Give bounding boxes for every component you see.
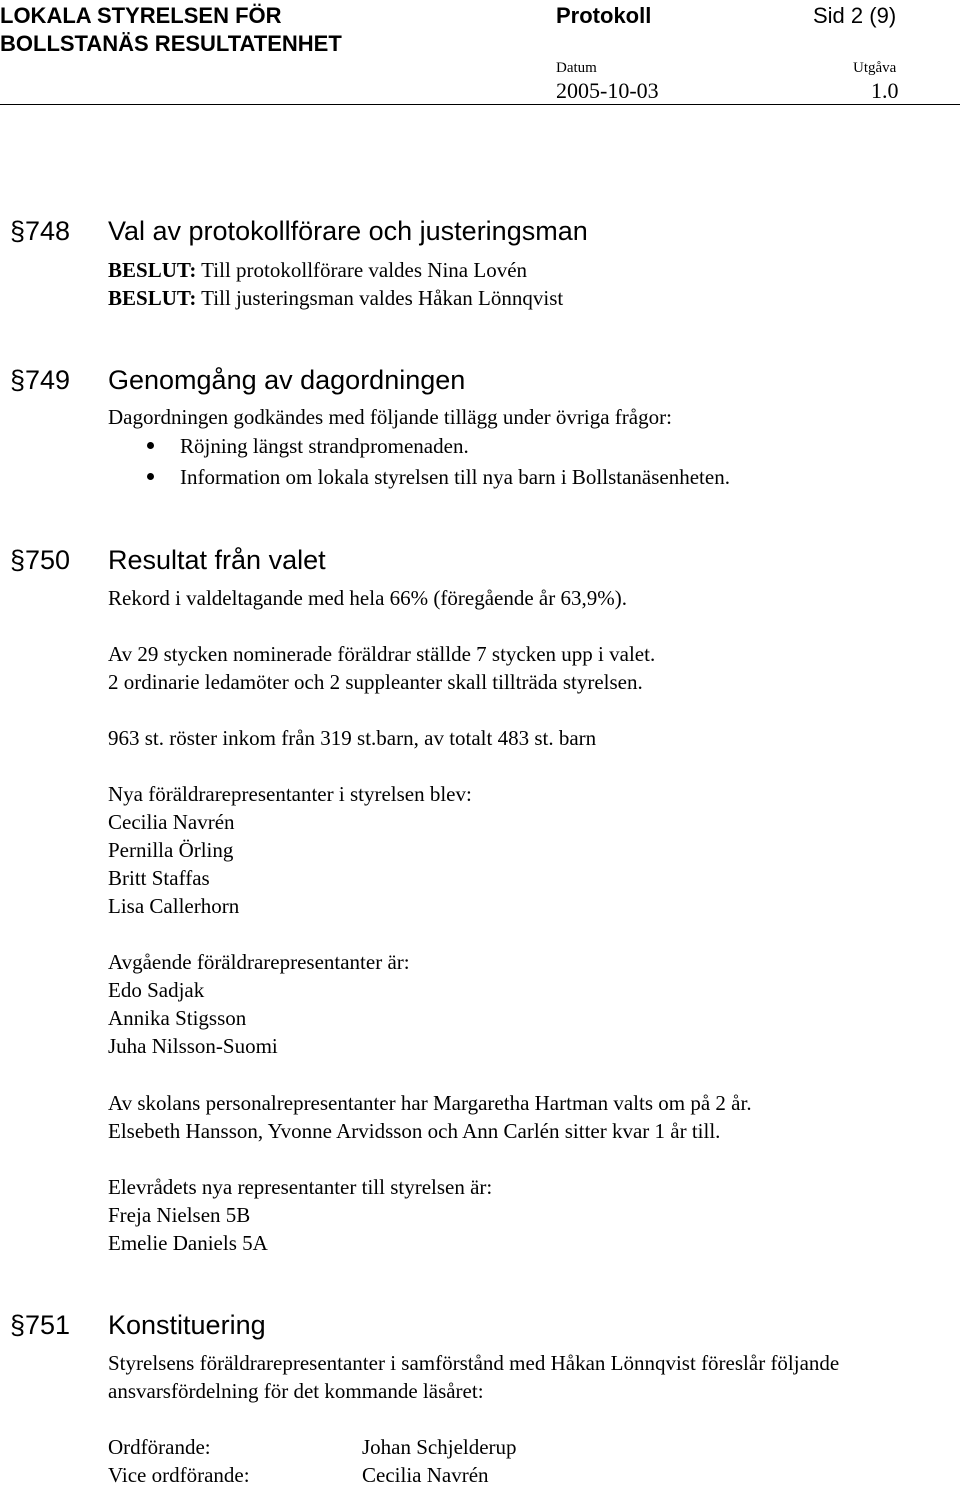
staff-representatives-text: Av skolans personalrepresentanter har Margaretha Hartman valts om på 2 år. [108,1091,752,1115]
version-value: 1.0 [871,78,899,103]
section-751-title: Konstituering [108,1310,266,1340]
version-label: Utgåva [853,60,897,76]
decision-text: Till protokollförare valdes Nina Lovén [196,258,528,282]
decision-label: BESLUT: [108,286,197,310]
member-name: Edo Sadjak [108,978,205,1002]
leaving-members-heading: Avgående föräldrarepresentanter är: [108,950,410,974]
org-name-line2: BOLLSTANÄS RESULTATENHET [0,31,342,56]
decision-line [108,284,563,312]
member-name: Pernilla Örling [108,838,234,862]
decision-line [108,256,527,284]
decision-label: BESLUT: [108,258,197,282]
member-name: Britt Staffas [108,866,210,890]
doc-type: Protokoll [556,3,652,28]
member-name: Lisa Callerhorn [108,894,240,918]
org-name-line1: LOKALA STYRELSEN FÖR [0,3,282,28]
bullet-icon [147,473,154,480]
date-value: 2005-10-03 [556,78,659,103]
role-holder-name: Cecilia Navrén [362,1463,489,1487]
role-label: Ordförande: [108,1435,211,1459]
member-name: Emelie Daniels 5A [108,1231,268,1255]
section-748-number: §748 [10,216,71,246]
seats-text: 2 ordinarie ledamöter och 2 suppleanter skall tillträda styrelsen. [108,670,643,694]
section-751-number: §751 [10,1310,71,1340]
role-label: Vice ordförande: [108,1463,250,1487]
section-750-title: Resultat från valet [108,545,326,575]
member-name: Annika Stigsson [108,1006,247,1030]
date-label: Datum [556,60,597,76]
constitution-intro-cont: ansvarsfördelning för det kommande läsåret: [108,1379,484,1403]
section-748-title: Val av protokollförare och justeringsman [108,216,588,246]
bullet-icon [147,442,154,449]
new-members-heading: Nya föräldrarepresentanter i styrelsen blev: [108,782,472,806]
pupil-representatives-heading: Elevrådets nya representanter till styrelsen är: [108,1175,493,1199]
section-749-number: §749 [10,365,71,395]
constitution-intro: Styrelsens föräldrarepresentanter i samförstånd med Håkan Lönnqvist föreslår följande [108,1351,840,1375]
staff-remaining-text: Elsebeth Hansson, Yvonne Arvidsson och Ann Carlén sitter kvar 1 år till. [108,1119,721,1143]
agenda-intro: Dagordningen godkändes med följande tillägg under övriga frågor: [108,405,672,429]
votes-text: 963 st. röster inkom från 319 st.barn, av totalt 483 st. barn [108,726,597,750]
member-name: Juha Nilsson-Suomi [108,1034,278,1058]
page-number: Sid 2 (9) [813,3,897,28]
section-749-title: Genomgång av dagordningen [108,365,466,395]
agenda-bullet-item: Information om lokala styrelsen till nya barn i Bollstanäsenheten. [180,465,730,489]
member-name: Cecilia Navrén [108,810,235,834]
nominees-text: Av 29 stycken nominerade föräldrar ställde 7 stycken upp i valet. [108,642,656,666]
header-divider [0,104,960,105]
turnout-text: Rekord i valdeltagande med hela 66% (föregående år 63,9%). [108,586,627,610]
agenda-bullet-item: Röjning längst strandpromenaden. [180,434,469,458]
role-holder-name: Johan Schjelderup [362,1435,517,1459]
member-name: Freja Nielsen 5B [108,1203,251,1227]
decision-text: Till justeringsman valdes Håkan Lönnqvist [196,286,564,310]
section-750-number: §750 [10,545,71,575]
